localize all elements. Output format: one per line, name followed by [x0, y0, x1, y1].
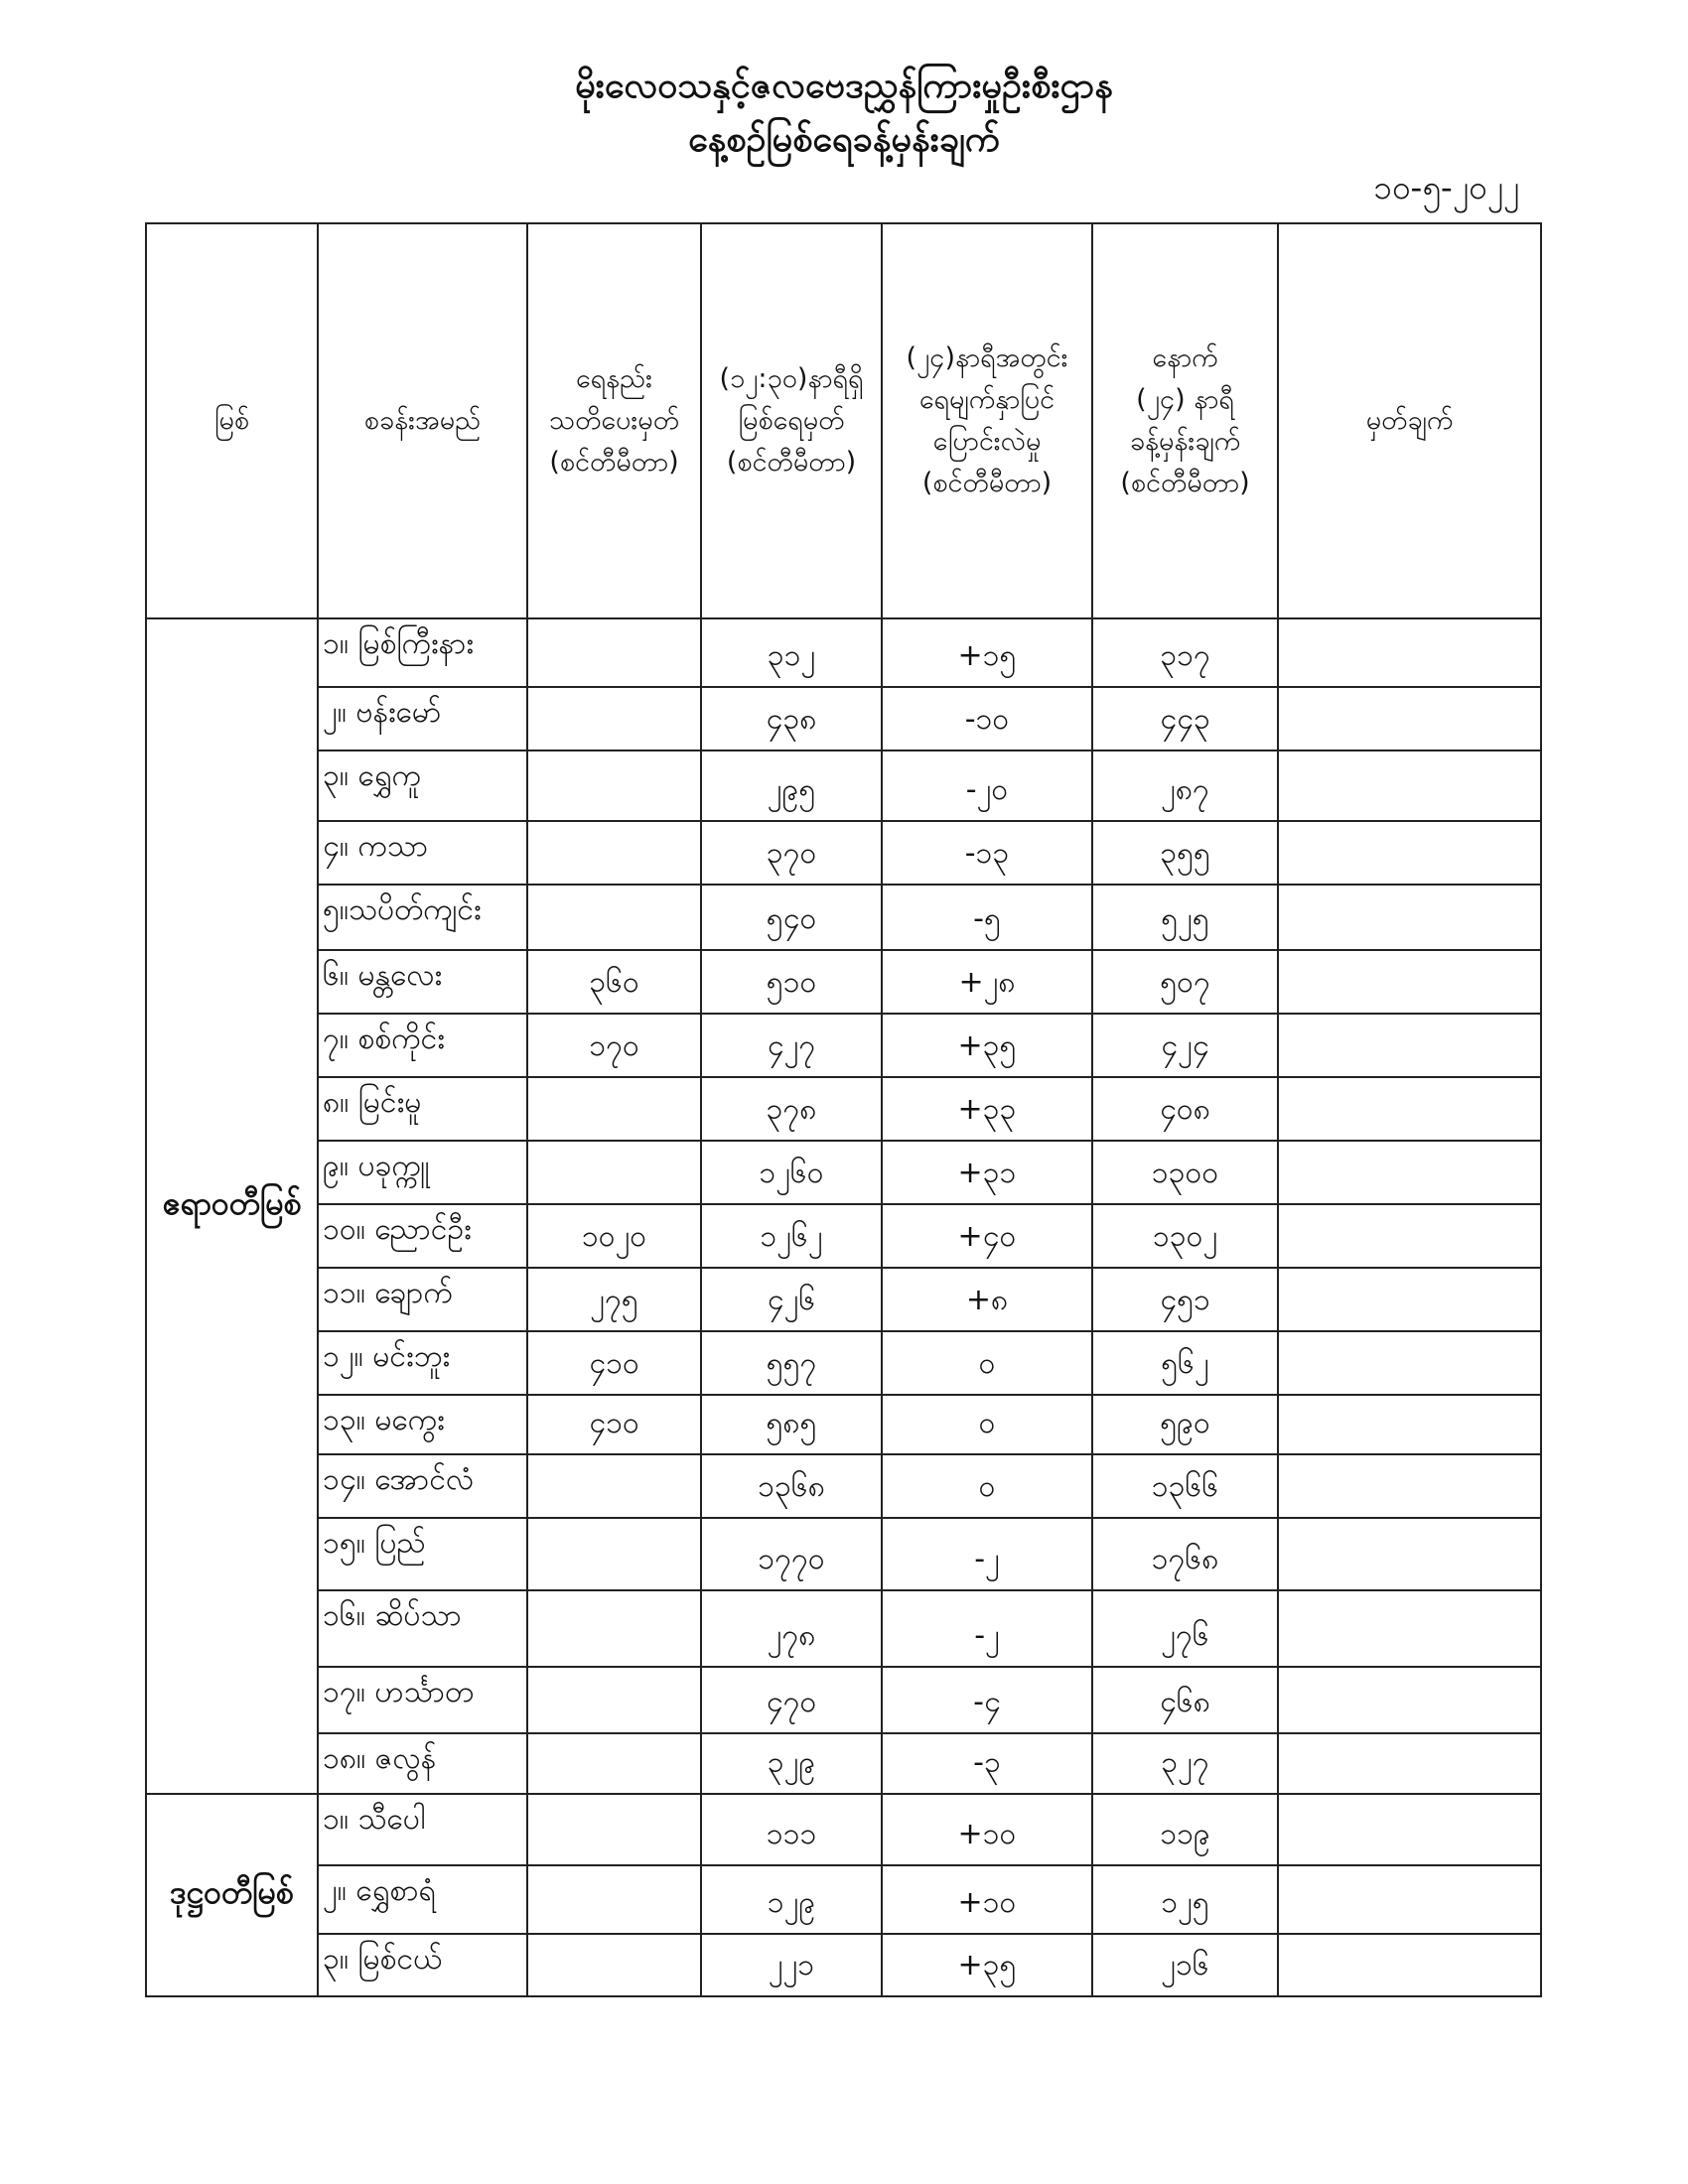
- header-current-level: [701, 223, 882, 618]
- water-level-cell: ၁၁၁: [701, 1794, 882, 1865]
- remarks-cell: [1278, 1141, 1541, 1204]
- forecast-cell: ၅၂၅: [1092, 885, 1278, 950]
- warning-level-cell: [527, 1077, 701, 1141]
- header-remarks: [1278, 223, 1541, 618]
- header-line: (၁၂:၃၀)နာရီရှိ: [719, 363, 864, 395]
- table-row: [146, 821, 1541, 885]
- level-change-cell: +၄၀: [882, 1204, 1092, 1268]
- station-name: ၉။ ပခုက္ကူ: [318, 1141, 527, 1204]
- level-change-cell: -၁၀: [882, 687, 1092, 751]
- warning-level-cell: ၃၆၀: [527, 950, 701, 1014]
- forecast-cell: ၂၁၆: [1092, 1934, 1278, 1996]
- level-change-cell: ၀: [882, 1395, 1092, 1454]
- station-name: ၁၁။ ချောက်: [318, 1268, 527, 1331]
- header-line: နောက်: [1152, 342, 1218, 374]
- station-name: ၁၀။ ညောင်ဦး: [318, 1204, 527, 1268]
- header-line: စခန်းအမည်: [363, 405, 482, 437]
- header-line: ရေနည်း: [575, 363, 653, 395]
- table-row: [146, 1794, 1541, 1865]
- forecast-cell: ၁၁၉: [1092, 1794, 1278, 1865]
- forecast-cell: ၁၂၅: [1092, 1865, 1278, 1934]
- header-line: မြစ်ရေမှတ်: [738, 405, 845, 437]
- remarks-cell: [1278, 1667, 1541, 1733]
- water-level-cell: ၄၇၀: [701, 1667, 882, 1733]
- forecast-cell: ၂၈၇: [1092, 751, 1278, 821]
- forecast-cell: ၃၁၇: [1092, 618, 1278, 687]
- level-change-cell: -၅: [882, 885, 1092, 950]
- warning-level-cell: [527, 1454, 701, 1518]
- river-name: ဧရာဝတီမြစ်: [146, 618, 318, 1794]
- remarks-cell: [1278, 1794, 1541, 1865]
- level-change-cell: +၃၅: [882, 1934, 1092, 1996]
- water-level-cell: ၅၈၅: [701, 1395, 882, 1454]
- level-change-cell: +၁၀: [882, 1794, 1092, 1865]
- table-row: [146, 1865, 1541, 1934]
- department-title: မိုးလေဝသနှင့်ဇလဗေဒညွှန်ကြားမှုဦးစီးဌာန: [575, 66, 1113, 106]
- header-line: သတိပေးမှတ်: [548, 405, 680, 437]
- table-row: [146, 751, 1541, 821]
- header-line: ခန့်မှန်းချက်: [1129, 426, 1241, 457]
- table-row: [146, 1454, 1541, 1518]
- remarks-cell: [1278, 1518, 1541, 1590]
- table-row: [146, 1077, 1541, 1141]
- forecast-cell: ၅၆၂: [1092, 1331, 1278, 1395]
- remarks-cell: [1278, 687, 1541, 751]
- level-change-cell: -၂: [882, 1590, 1092, 1667]
- table-row: [146, 1204, 1541, 1268]
- warning-level-cell: [527, 1865, 701, 1934]
- water-level-cell: ၁၂၉: [701, 1865, 882, 1934]
- warning-level-cell: ၁၇၀: [527, 1014, 701, 1077]
- table-row: [146, 885, 1541, 950]
- header-line: (စင်တီမီတာ): [726, 446, 857, 478]
- station-name: ၁။ မြစ်ကြီးနား: [318, 618, 527, 687]
- river-forecast-table: [145, 222, 1542, 1997]
- warning-level-cell: [527, 821, 701, 885]
- warning-level-cell: [527, 1934, 701, 1996]
- remarks-cell: [1278, 1077, 1541, 1141]
- station-name: ၂။ ရွှေစာရံ: [318, 1865, 527, 1934]
- forecast-cell: ၄၅၁: [1092, 1268, 1278, 1331]
- forecast-cell: ၁၃၀၀: [1092, 1141, 1278, 1204]
- water-level-cell: ၃၇၈: [701, 1077, 882, 1141]
- forecast-cell: ၃၅၅: [1092, 821, 1278, 885]
- water-level-cell: ၃၁၂: [701, 618, 882, 687]
- water-level-cell: ၁၂၆၀: [701, 1141, 882, 1204]
- header-level-change: [882, 223, 1092, 618]
- header-forecast: [1092, 223, 1278, 618]
- level-change-cell: +၁၅: [882, 618, 1092, 687]
- station-name: ၄။ ကသာ: [318, 821, 527, 885]
- level-change-cell: +၃၃: [882, 1077, 1092, 1141]
- table-row: [146, 1141, 1541, 1204]
- table-row: [146, 1014, 1541, 1077]
- water-level-cell: ၄၃၈: [701, 687, 882, 751]
- remarks-cell: [1278, 1268, 1541, 1331]
- header-line: ပြောင်းလဲမှု: [932, 426, 1042, 457]
- warning-level-cell: [527, 1794, 701, 1865]
- remarks-cell: [1278, 1395, 1541, 1454]
- header-line: (၂၄)နာရီအတွင်း: [906, 342, 1068, 374]
- table-row: [146, 1395, 1541, 1454]
- water-level-cell: ၂၇၈: [701, 1590, 882, 1667]
- water-level-cell: ၂၂၁: [701, 1934, 882, 1996]
- station-name: ၁၈။ ဇလွန်: [318, 1733, 527, 1794]
- water-level-cell: ၃၇၀: [701, 821, 882, 885]
- header-line: မှတ်ချက်: [1365, 405, 1454, 437]
- water-level-cell: ၄၂၇: [701, 1014, 882, 1077]
- warning-level-cell: ၄၁၀: [527, 1331, 701, 1395]
- warning-level-cell: [527, 1518, 701, 1590]
- remarks-cell: [1278, 1014, 1541, 1077]
- table-row: [146, 1268, 1541, 1331]
- station-name: ၁။ သီပေါ: [318, 1794, 527, 1865]
- forecast-cell: ၅၉၀: [1092, 1395, 1278, 1454]
- level-change-cell: ၀: [882, 1454, 1092, 1518]
- water-level-cell: ၂၉၅: [701, 751, 882, 821]
- remarks-cell: [1278, 618, 1541, 687]
- remarks-cell: [1278, 1865, 1541, 1934]
- header-line: (စင်တီမီတာ): [1120, 467, 1250, 498]
- warning-level-cell: [527, 1667, 701, 1733]
- table-row: [146, 1934, 1541, 1996]
- station-name: ၁၇။ ဟင်္သာတ: [318, 1667, 527, 1733]
- water-level-cell: ၅၄၀: [701, 885, 882, 950]
- water-level-cell: ၁၃၆၈: [701, 1454, 882, 1518]
- report-title: နေ့စဉ်မြစ်ရေခန့်မှန်းချက်: [688, 119, 1000, 160]
- station-name: ၃။ ရွှေကူ: [318, 751, 527, 821]
- report-date: ၁၀-၅-၂၀၂၂: [1373, 168, 1519, 206]
- station-name: ၅။သပိတ်ကျင်း: [318, 885, 527, 950]
- forecast-cell: ၄၆၈: [1092, 1667, 1278, 1733]
- river-name: ဒုဋ္ဌဝတီမြစ်: [146, 1794, 318, 1996]
- station-name: ၆။ မန္တလေး: [318, 950, 527, 1014]
- header-line: (၂၄) နာရီ: [1136, 384, 1234, 416]
- remarks-cell: [1278, 1590, 1541, 1667]
- header-line: (စင်တီမီတာ): [549, 446, 679, 478]
- warning-level-cell: ၄၁၀: [527, 1395, 701, 1454]
- level-change-cell: -၃: [882, 1733, 1092, 1794]
- level-change-cell: -၂၀: [882, 751, 1092, 821]
- warning-level-cell: [527, 687, 701, 751]
- header-row: [146, 223, 1541, 618]
- forecast-cell: ၁၃၀၂: [1092, 1204, 1278, 1268]
- header-warning-level: [527, 223, 701, 618]
- water-level-cell: ၁၂၆၂: [701, 1204, 882, 1268]
- header-river: [146, 223, 318, 618]
- station-name: ၇။ စစ်ကိုင်း: [318, 1014, 527, 1077]
- station-name: ၁၃။ မကွေး: [318, 1395, 527, 1454]
- remarks-cell: [1278, 1454, 1541, 1518]
- table-row: [146, 1733, 1541, 1794]
- warning-level-cell: [527, 618, 701, 687]
- level-change-cell: +၈: [882, 1268, 1092, 1331]
- level-change-cell: ၀: [882, 1331, 1092, 1395]
- level-change-cell: +၃၅: [882, 1014, 1092, 1077]
- station-name: ၁၄။ အောင်လံ: [318, 1454, 527, 1518]
- level-change-cell: -၂: [882, 1518, 1092, 1590]
- station-name: ၃။ မြစ်ငယ်: [318, 1934, 527, 1996]
- remarks-cell: [1278, 821, 1541, 885]
- warning-level-cell: [527, 1141, 701, 1204]
- level-change-cell: +၃၁: [882, 1141, 1092, 1204]
- level-change-cell: -၄: [882, 1667, 1092, 1733]
- remarks-cell: [1278, 1934, 1541, 1996]
- forecast-cell: ၄၀၈: [1092, 1077, 1278, 1141]
- warning-level-cell: ၂၇၅: [527, 1268, 701, 1331]
- forecast-cell: ၁၃၆၆: [1092, 1454, 1278, 1518]
- water-level-cell: ၁၇၇၀: [701, 1518, 882, 1590]
- station-name: ၈။ မြင်းမူ: [318, 1077, 527, 1141]
- table-row: [146, 1518, 1541, 1590]
- header-line: မြစ်: [213, 405, 250, 437]
- warning-level-cell: ၁၀၂၀: [527, 1204, 701, 1268]
- station-name: ၁၆။ ဆိပ်သာ: [318, 1590, 527, 1667]
- forecast-cell: ၃၂၇: [1092, 1733, 1278, 1794]
- header-station: [318, 223, 527, 618]
- level-change-cell: +၁၀: [882, 1865, 1092, 1934]
- water-level-cell: ၅၁၀: [701, 950, 882, 1014]
- warning-level-cell: [527, 1590, 701, 1667]
- forecast-cell: ၄၂၄: [1092, 1014, 1278, 1077]
- table-row: [146, 950, 1541, 1014]
- remarks-cell: [1278, 751, 1541, 821]
- warning-level-cell: [527, 751, 701, 821]
- table-row: [146, 618, 1541, 687]
- header-line: (စင်တီမီတာ): [921, 467, 1053, 498]
- forecast-cell: ၄၄၃: [1092, 687, 1278, 751]
- remarks-cell: [1278, 1331, 1541, 1395]
- table-row: [146, 1667, 1541, 1733]
- remarks-cell: [1278, 950, 1541, 1014]
- level-change-cell: +၂၈: [882, 950, 1092, 1014]
- remarks-cell: [1278, 1204, 1541, 1268]
- forecast-cell: ၁၇၆၈: [1092, 1518, 1278, 1590]
- level-change-cell: -၁၃: [882, 821, 1092, 885]
- header-line: ရေမျက်နှာပြင်: [918, 384, 1055, 416]
- warning-level-cell: [527, 885, 701, 950]
- station-name: ၁၂။ မင်းဘူး: [318, 1331, 527, 1395]
- station-name: ၁၅။ ပြည်: [318, 1518, 527, 1590]
- warning-level-cell: [527, 1733, 701, 1794]
- station-name: ၂။ ဗန်းမော်: [318, 687, 527, 751]
- remarks-cell: [1278, 885, 1541, 950]
- table-row: [146, 1590, 1541, 1667]
- remarks-cell: [1278, 1733, 1541, 1794]
- forecast-cell: ၅၀၇: [1092, 950, 1278, 1014]
- table-row: [146, 1331, 1541, 1395]
- forecast-cell: ၂၇၆: [1092, 1590, 1278, 1667]
- water-level-cell: ၃၂၉: [701, 1733, 882, 1794]
- table-row: [146, 687, 1541, 751]
- water-level-cell: ၅၅၇: [701, 1331, 882, 1395]
- water-level-cell: ၄၂၆: [701, 1268, 882, 1331]
